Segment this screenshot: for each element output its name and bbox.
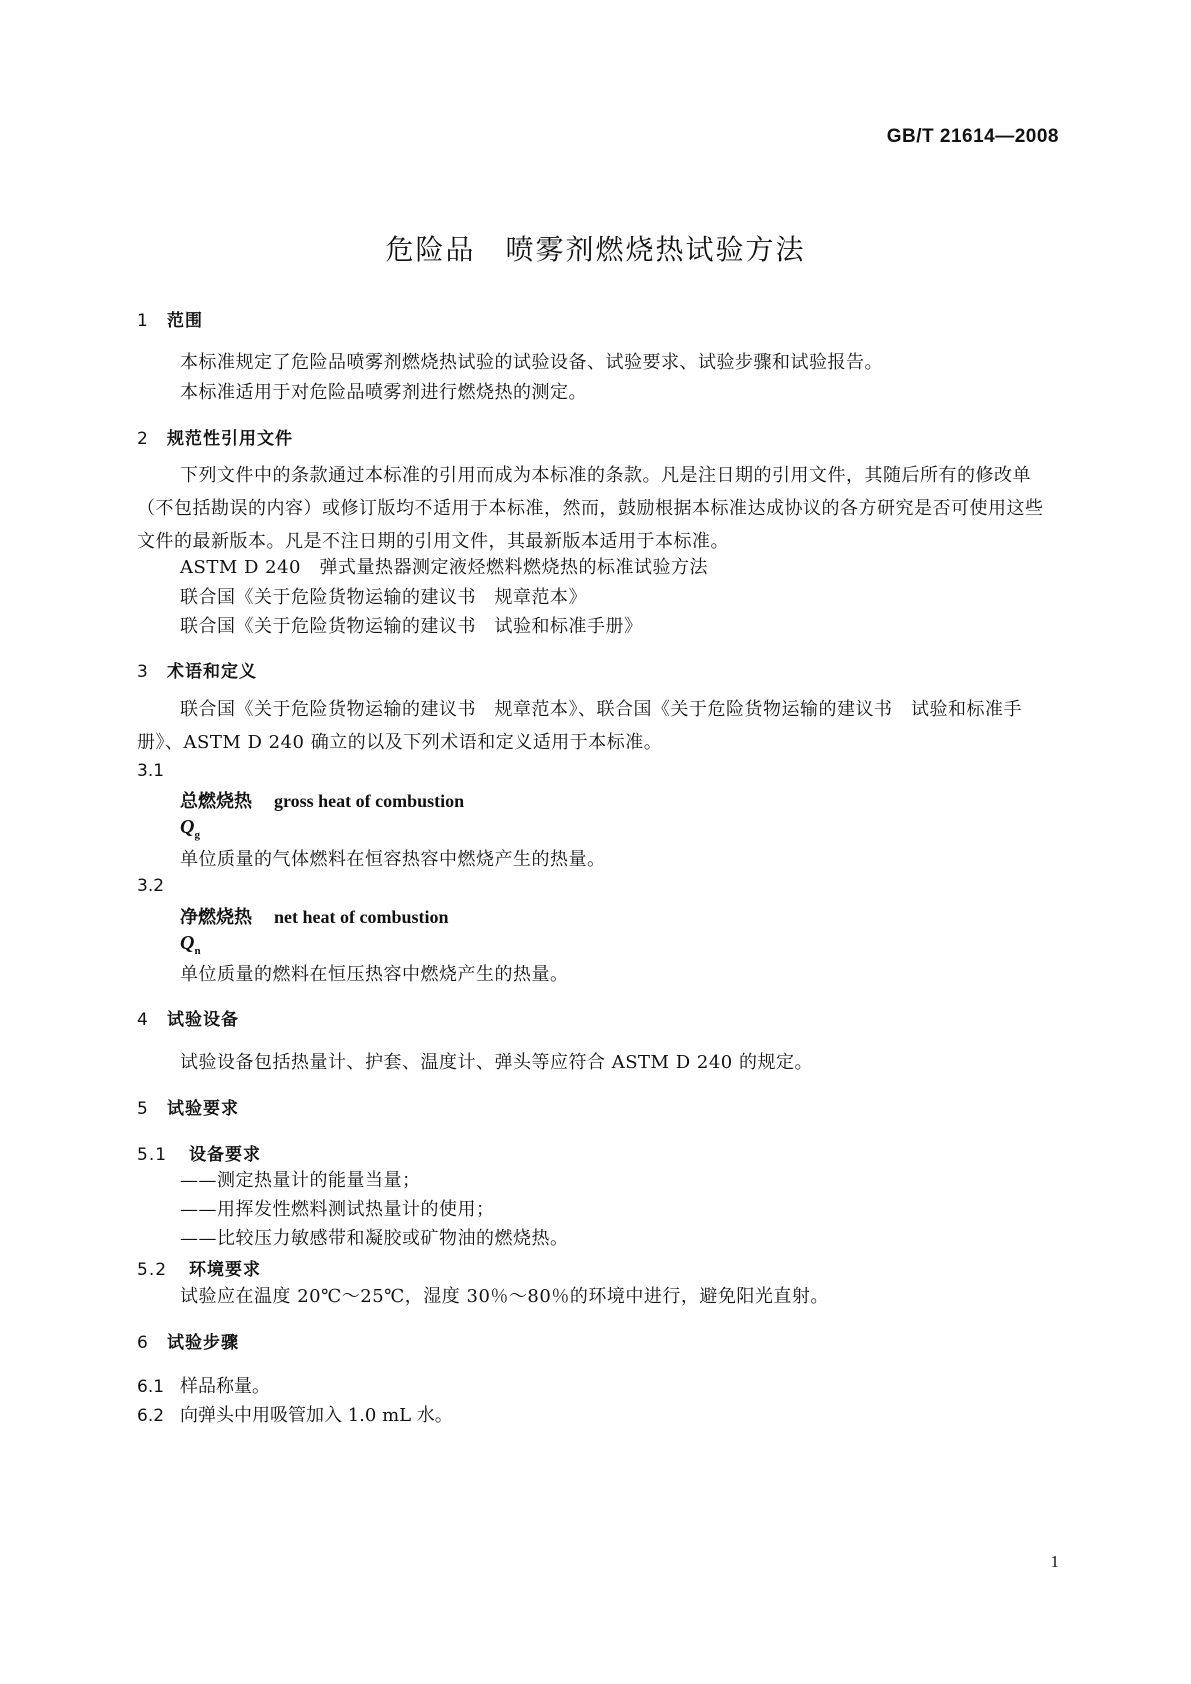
section-number: 1 <box>137 311 149 331</box>
section-2-heading <box>137 424 293 449</box>
section-1-paragraph-2: 本标准适用于对危险品喷雾剂进行燃烧热的测定。 <box>180 382 587 403</box>
section-title: 规范性引用文件 <box>167 429 293 449</box>
section-title: 试验步骤 <box>167 1333 239 1353</box>
subsection-title: 设备要求 <box>189 1145 261 1165</box>
step-item <box>137 1372 270 1398</box>
step-text: 样品称量。 <box>180 1376 270 1397</box>
subsection-number: 5.1 <box>137 1145 168 1165</box>
term-symbol <box>180 816 200 841</box>
symbol-letter: Q <box>180 932 195 954</box>
term-number: 3.1 <box>137 761 165 781</box>
document-title: 危险品 喷雾剂燃烧热试验方法 <box>385 233 806 266</box>
section-title: 范围 <box>167 311 203 331</box>
step-number: 6.2 <box>137 1406 165 1426</box>
section-4-heading <box>137 1005 239 1030</box>
term-number: 3.2 <box>137 876 165 896</box>
term-definition: 单位质量的燃料在恒压热容中燃烧产生的热量。 <box>180 964 569 985</box>
reference-item: 联合国《关于危险货物运输的建议书 试验和标准手册》 <box>180 616 643 637</box>
subsection-5-2-paragraph: 试验应在温度 20℃～25℃，湿度 30％～80％的环境中进行，避免阳光直射。 <box>180 1286 829 1307</box>
section-5-heading <box>137 1094 239 1119</box>
section-number: 6 <box>137 1333 149 1353</box>
symbol-subscript: n <box>194 945 201 957</box>
section-4-paragraph: 试验设备包括热量计、护套、温度计、弹头等应符合 ASTM D 240 的规定。 <box>180 1052 813 1073</box>
term-name <box>180 903 449 929</box>
section-title: 试验设备 <box>167 1010 239 1030</box>
step-text: 向弹头中用吸管加入 1.0 mL 水。 <box>180 1405 453 1426</box>
subsection-5-2-heading <box>137 1255 261 1280</box>
subsection-number: 5.2 <box>137 1260 168 1280</box>
term-definition: 单位质量的气体燃料在恒容热容中燃烧产生的热量。 <box>180 849 606 870</box>
reference-item: ASTM D 240 弹式量热器测定液烃燃料燃烧热的标准试验方法 <box>180 557 708 578</box>
section-1-heading <box>137 306 203 331</box>
term-name-en: gross heat of combustion <box>274 791 465 811</box>
section-number: 4 <box>137 1010 149 1030</box>
symbol-letter: Q <box>180 816 195 838</box>
section-6-heading <box>137 1328 239 1353</box>
term-name-zh: 总燃烧热 <box>180 791 252 812</box>
section-2-paragraph: 下列文件中的条款通过本标准的引用而成为本标准的条款。凡是注日期的引用文件，其随后所有的修改单（不包括勘误的内容）或修订版均不适用于本标准，然而，鼓励根据本标准达成协议的各方研究是否可使用这些文件的最新版本。凡是不注日期的引用文件，其最新版本适用于本标准。 <box>137 465 1044 552</box>
term-name-en: net heat of combustion <box>274 907 449 927</box>
section-1-paragraph-1: 本标准规定了危险品喷雾剂燃烧热试验的试验设备、试验要求、试验步骤和试验报告。 <box>180 352 883 373</box>
page-number: 1 <box>1050 1552 1059 1571</box>
section-title: 试验要求 <box>167 1099 239 1119</box>
section-3-heading <box>137 657 257 682</box>
standard-code: GB/T 21614—2008 <box>886 126 1059 147</box>
section-number: 3 <box>137 662 149 682</box>
term-name <box>180 787 464 813</box>
list-item: ——用挥发性燃料测试热量计的使用； <box>180 1199 495 1220</box>
section-3-paragraph: 联合国《关于危险货物运输的建议书 规章范本》、联合国《关于危险货物运输的建议书 试验和标准手册》、ASTM D 240 确立的以及下列术语和定义适用于本标准。 <box>137 699 1022 753</box>
section-number: 5 <box>137 1099 149 1119</box>
subsection-5-1-heading <box>137 1140 261 1165</box>
term-name-zh: 净燃烧热 <box>180 907 252 928</box>
subsection-title: 环境要求 <box>189 1260 261 1280</box>
section-number: 2 <box>137 429 149 449</box>
list-item: ——比较压力敏感带和凝胶或矿物油的燃烧热。 <box>180 1228 569 1249</box>
section-title: 术语和定义 <box>167 662 257 682</box>
list-item: ——测定热量计的能量当量； <box>180 1170 421 1191</box>
symbol-subscript: g <box>194 829 200 841</box>
reference-item: 联合国《关于危险货物运输的建议书 规章范本》 <box>180 587 587 608</box>
step-number: 6.1 <box>137 1377 165 1397</box>
step-item <box>137 1401 453 1427</box>
term-symbol <box>180 932 201 957</box>
